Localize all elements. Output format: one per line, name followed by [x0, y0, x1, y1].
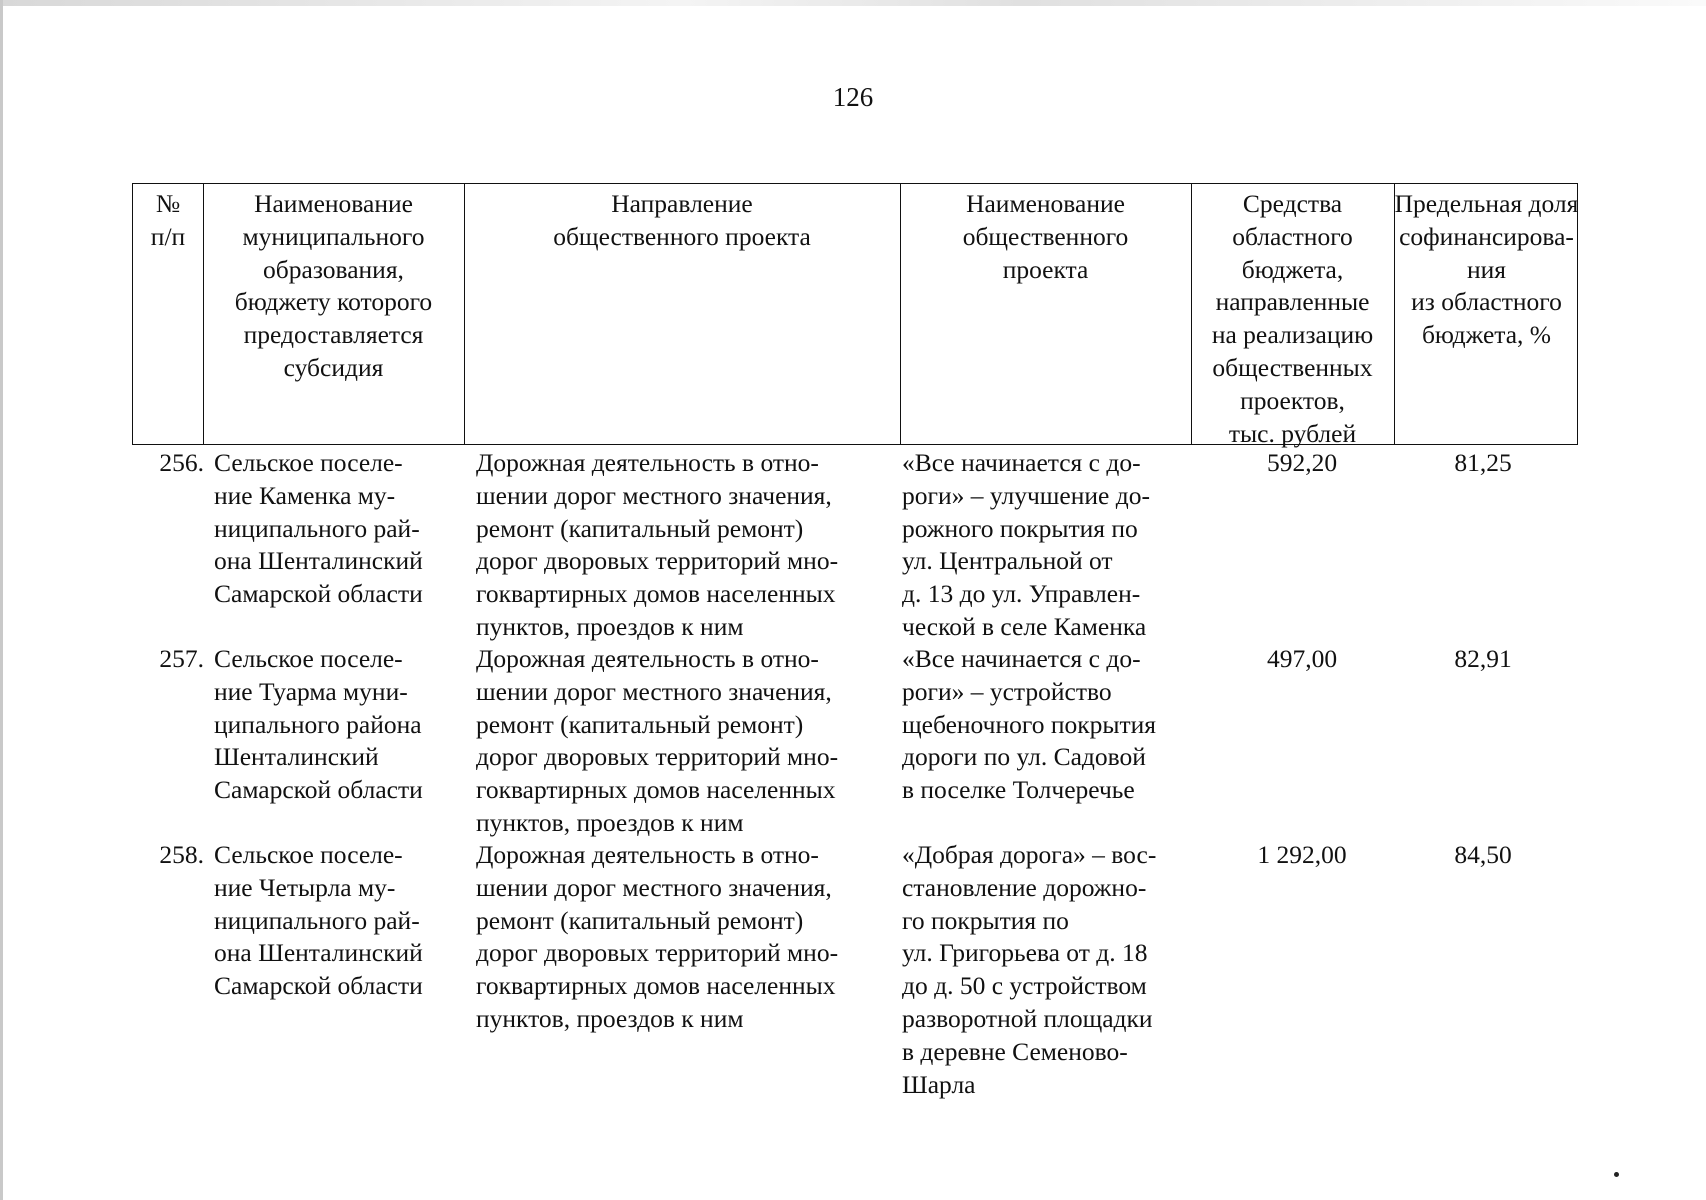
text-line: общественного — [962, 221, 1129, 251]
header-direction — [464, 188, 900, 254]
text-line: рожного покрытия по — [902, 513, 1138, 543]
text-line: дорог дворовых территорий мно- — [476, 938, 839, 968]
header-funds — [1191, 188, 1394, 450]
text-line: ципального района — [214, 709, 422, 739]
text-line: из областного — [1411, 287, 1562, 317]
text-line: ния — [1466, 254, 1507, 284]
text-line: до д. 50 с устройством — [902, 971, 1147, 1001]
text-line: гоквартирных домов населенных — [476, 579, 836, 609]
text-line: Дорожная деятельность в отно- — [476, 448, 819, 477]
text-line: общественных — [1212, 352, 1373, 382]
text-line: дороги по ул. Садовой — [902, 742, 1146, 772]
text-line: ремонт (капитальный ремонт) — [476, 905, 804, 935]
text-line: п/п — [150, 221, 186, 251]
text-line: Предельная доля — [1394, 189, 1579, 218]
text-line: ние Туарма муни- — [214, 676, 408, 706]
text-line: бюджета, — [1241, 254, 1344, 284]
scan-edge-left — [0, 0, 3, 1200]
text-line: пунктов, проездов к ним — [476, 1003, 744, 1033]
text-line: дорог дворовых территорий мно- — [476, 742, 839, 772]
text-line: ние Четырла му- — [214, 872, 396, 902]
text-line: она Шенталинский — [214, 546, 423, 576]
scan-edge-top — [0, 0, 1706, 6]
text-line: она Шенталинский — [214, 938, 423, 968]
text-line: Направление — [611, 189, 753, 218]
text-line: Сельское поселе- — [214, 448, 403, 477]
text-line: ремонт (капитальный ремонт) — [476, 709, 804, 739]
page-number: 126 — [832, 82, 874, 112]
row-project — [902, 643, 1202, 807]
text-line: Сельское поселе- — [214, 840, 403, 869]
text-line: муниципального — [242, 221, 425, 251]
text-line: Наименование — [966, 189, 1125, 218]
row-municipality — [214, 447, 464, 611]
text-line: ул. Центральной от — [902, 546, 1113, 576]
text-line: предоставляется — [243, 320, 424, 350]
text-line: общественного проекта — [553, 221, 811, 251]
row-share: 81,25 — [1454, 448, 1512, 477]
text-line: софинансирова- — [1399, 221, 1574, 251]
text-line: Сельское поселе- — [214, 644, 403, 673]
text-line: бюджета, % — [1421, 320, 1552, 350]
text-line: тыс. рублей — [1228, 418, 1357, 448]
text-line: № — [155, 189, 181, 218]
row-direction — [476, 447, 906, 644]
text-line: дорог дворовых территорий мно- — [476, 546, 839, 576]
text-line: Средства — [1242, 189, 1343, 218]
text-line: роги» – устройство — [902, 676, 1112, 706]
text-line: проектов, — [1240, 385, 1345, 415]
table-header — [132, 183, 1579, 448]
text-line: образования, — [263, 254, 404, 284]
row-funds: 1 292,00 — [1257, 840, 1347, 869]
scan-speck — [1614, 1172, 1619, 1177]
text-line: щебеночного покрытия — [902, 709, 1157, 739]
text-line: пунктов, проездов к ним — [476, 611, 744, 641]
text-line: «Добрая дорога» – вос- — [902, 840, 1157, 869]
row-number: 257. — [159, 644, 204, 673]
text-line: Наименование — [254, 189, 413, 218]
row-direction — [476, 839, 906, 1036]
row-funds: 592,20 — [1266, 448, 1338, 477]
header-num — [133, 188, 203, 254]
text-line: в поселке Толчеречье — [902, 775, 1135, 805]
text-line: ул. Григорьева от д. 18 — [902, 938, 1148, 968]
text-line: роги» – улучшение до- — [902, 480, 1150, 510]
text-line: Самарской области — [214, 775, 423, 805]
row-municipality — [214, 643, 464, 807]
text-line: Самарской области — [214, 579, 423, 609]
text-line: Шенталинский — [214, 742, 379, 772]
text-line: Самарской области — [214, 971, 423, 1001]
row-funds: 497,00 — [1266, 644, 1338, 673]
row-project — [902, 447, 1202, 644]
text-line: шении дорог местного значения, — [476, 480, 832, 510]
text-line: шении дорог местного значения, — [476, 676, 832, 706]
text-line: ниципального рай- — [214, 513, 420, 543]
text-line: становление дорожно- — [902, 872, 1147, 902]
text-line: проекта — [1002, 254, 1089, 284]
row-number: 258. — [159, 840, 204, 869]
text-line: ние Каменка му- — [214, 480, 396, 510]
text-line: «Все начинается с до- — [902, 448, 1141, 477]
row-project — [902, 839, 1202, 1101]
text-line: ремонт (капитальный ремонт) — [476, 513, 804, 543]
header-project — [900, 188, 1191, 286]
text-line: ниципального рай- — [214, 905, 420, 935]
text-line: Шарла — [902, 1069, 976, 1099]
text-line: областного — [1232, 221, 1353, 251]
text-line: гоквартирных домов населенных — [476, 775, 836, 805]
text-line: направленные — [1215, 287, 1370, 317]
row-municipality — [214, 839, 464, 1003]
text-line: ческой в селе Каменка — [902, 611, 1147, 641]
header-share — [1394, 188, 1579, 352]
row-direction — [476, 643, 906, 840]
text-line: го покрытия по — [902, 905, 1069, 935]
text-line: на реализацию — [1211, 320, 1374, 350]
text-line: разворотной площадки — [902, 1003, 1153, 1033]
text-line: «Все начинается с до- — [902, 644, 1141, 673]
text-line: д. 13 до ул. Управлен- — [902, 579, 1141, 609]
text-line: Дорожная деятельность в отно- — [476, 644, 819, 673]
text-line: Дорожная деятельность в отно- — [476, 840, 819, 869]
header-municipality — [203, 188, 464, 385]
text-line: пунктов, проездов к ним — [476, 807, 744, 837]
row-number: 256. — [159, 448, 204, 477]
text-line: в деревне Семеново- — [902, 1036, 1128, 1066]
text-line: субсидия — [283, 352, 384, 382]
row-share: 84,50 — [1454, 840, 1512, 869]
text-line: шении дорог местного значения, — [476, 872, 832, 902]
row-share: 82,91 — [1454, 644, 1512, 673]
text-line: гоквартирных домов населенных — [476, 971, 836, 1001]
text-line: бюджету которого — [234, 287, 433, 317]
